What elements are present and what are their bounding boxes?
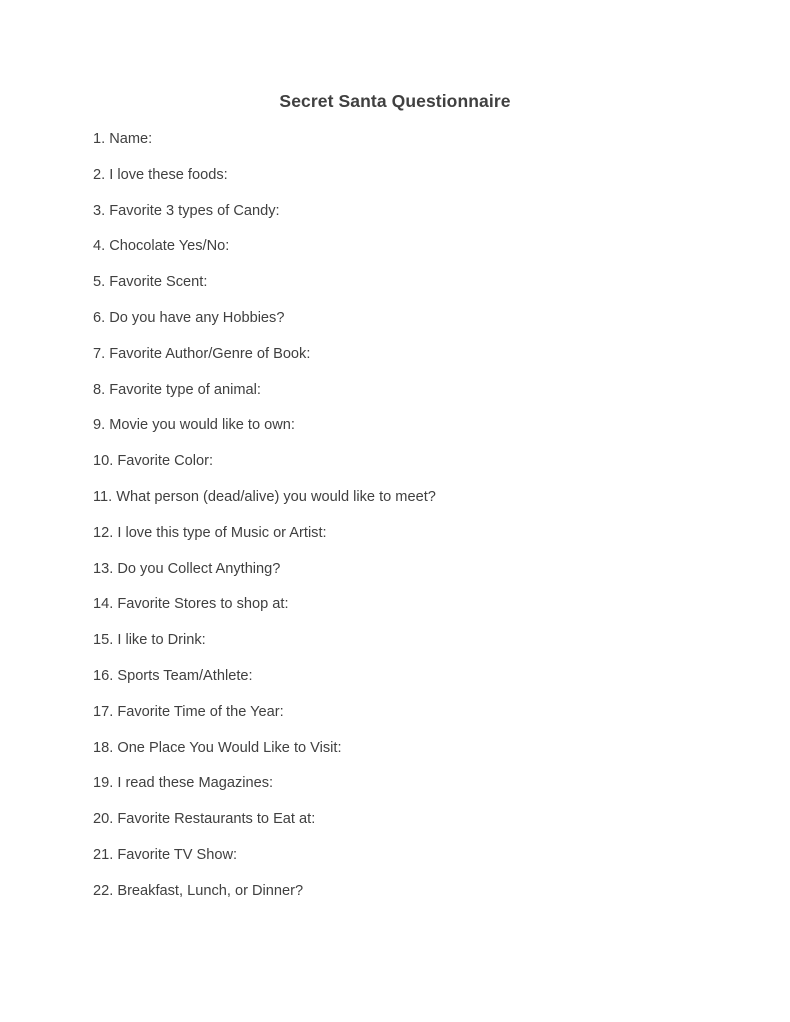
question-item: 15. I like to Drink: [93,632,206,649]
question-item: 8. Favorite type of animal: [93,381,261,398]
question-item: 12. I love this type of Music or Artist: [93,524,327,541]
question-item: 7. Favorite Author/Genre of Book: [93,345,311,362]
question-item: 1. Name: [93,131,153,147]
question-item: 4. Chocolate Yes/No: [93,238,230,255]
question-item: 20. Favorite Restaurants to Eat at: [93,811,316,828]
question-item: 3. Favorite 3 types of Candy: [93,202,280,219]
question-list [93,130,436,918]
document-title: Secret Santa Questionnaire [279,91,511,111]
question-item: 19. I read these Magazines: [93,775,274,792]
question-item: 16. Sports Team/Athlete: [93,667,253,684]
question-item: 11. What person (dead/alive) you would like to meet? [93,488,436,505]
question-item: 2. I love these foods: [93,166,228,183]
question-item: 22. Breakfast, Lunch, or Dinner? [93,882,304,899]
question-item: 17. Favorite Time of the Year: [93,703,284,720]
question-item: 6. Do you have any Hobbies? [93,309,285,326]
question-item: 14. Favorite Stores to shop at: [93,596,289,613]
question-item: 13. Do you Collect Anything? [93,560,281,577]
question-item: 21. Favorite TV Show: [93,846,238,863]
question-item: 9. Movie you would like to own: [93,417,295,434]
question-item: 10. Favorite Color: [93,453,214,470]
question-item: 5. Favorite Scent: [93,274,208,291]
question-item: 18. One Place You Would Like to Visit: [93,739,342,756]
